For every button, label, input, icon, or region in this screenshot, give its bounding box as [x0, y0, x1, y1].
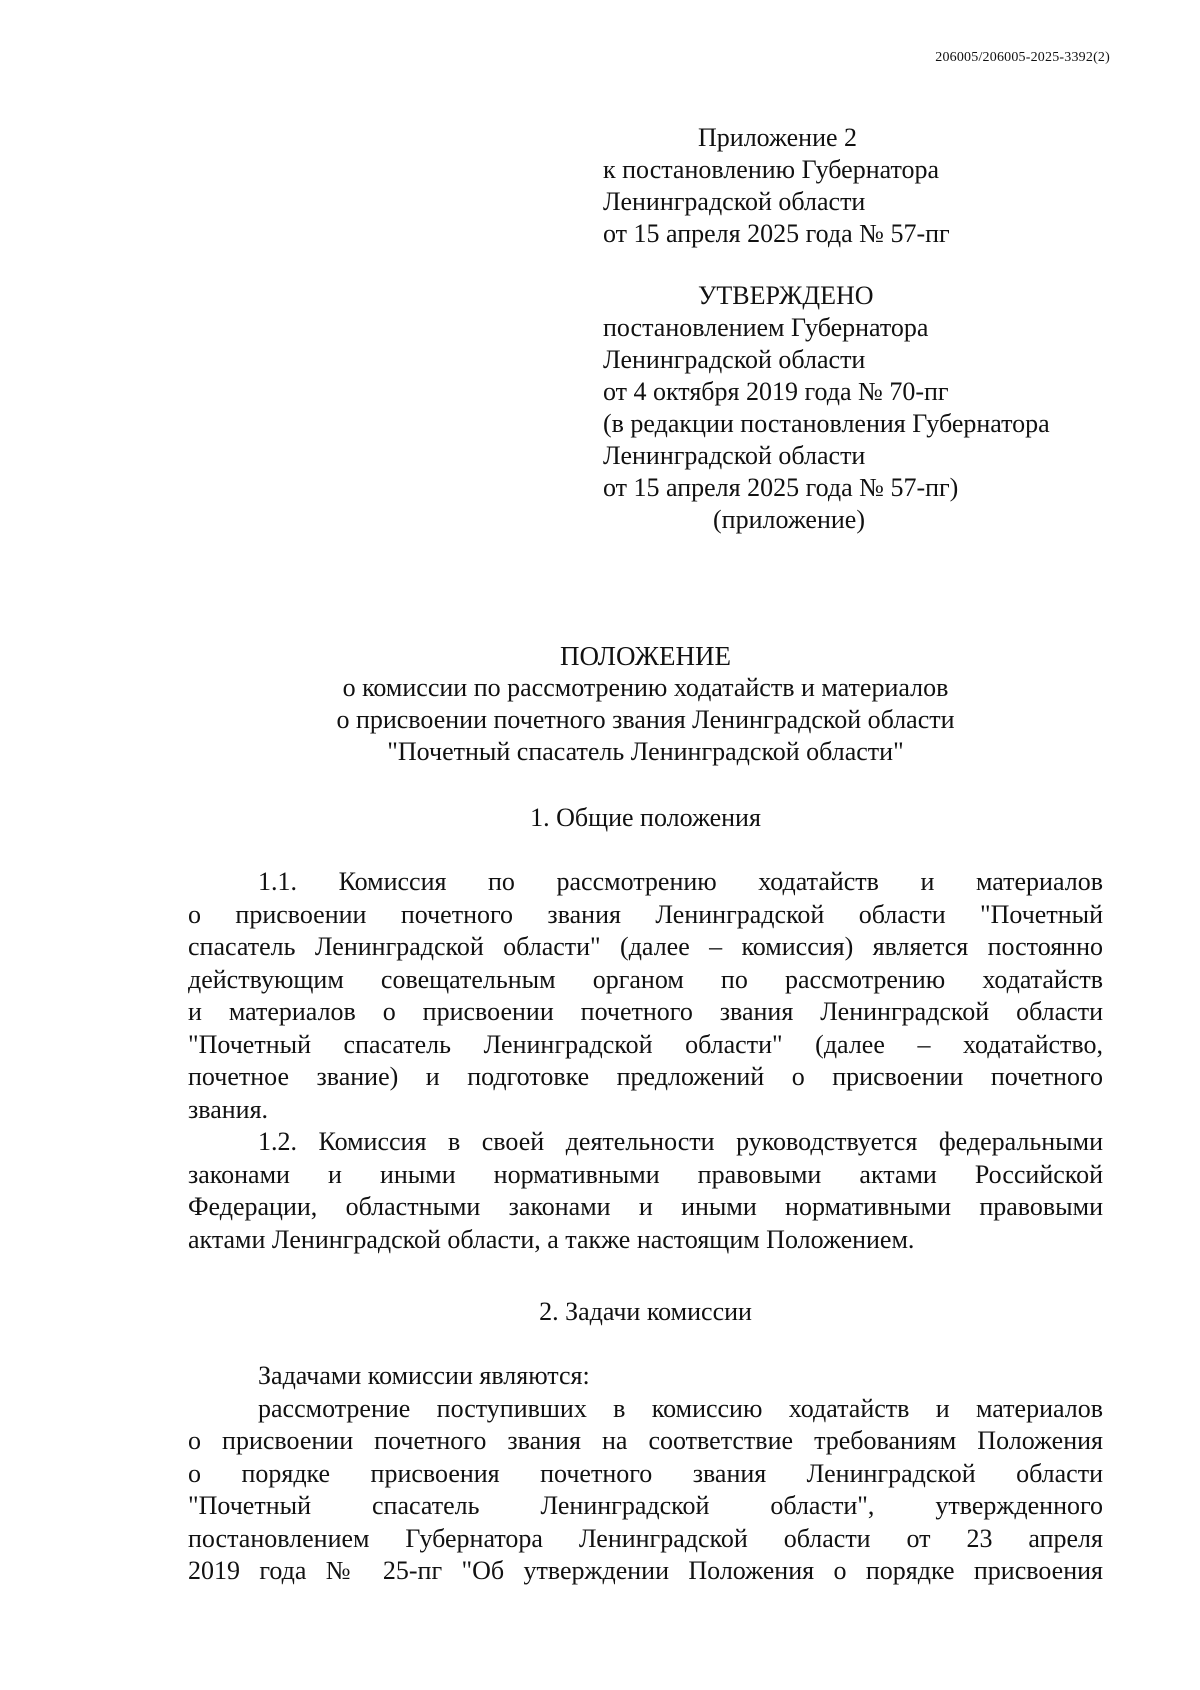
text-line: постановлением Губернатора Ленинградской области от 23 апреля — [188, 1523, 1103, 1553]
text-line: "Почетный спасатель Ленинградской области" (далее – ходатайство, — [188, 1029, 1103, 1059]
text-line: о присвоении почетного звания на соответствие требованиям Положения — [188, 1426, 1103, 1455]
appendix-title: Приложение 2 — [698, 123, 858, 152]
text-line: "Почетный спасатель Ленинградской области", утвержденного — [188, 1491, 1103, 1520]
approved-line: Ленинградской области — [603, 345, 866, 374]
section-2-heading: 2. Задачи комиссии — [539, 1297, 752, 1326]
text-line: 1.2. Комиссия в своей деятельности руководствуется федеральными — [258, 1127, 1103, 1156]
text-line: почетное звание) и подготовке предложений о присвоении почетного — [188, 1062, 1103, 1091]
text-line: о порядке присвоения почетного звания Ленинградской области — [188, 1458, 1103, 1488]
text-line: актами Ленинградской области, а также настоящим Положением. — [188, 1224, 915, 1254]
document-title-block — [188, 640, 1103, 768]
document-registration-number: 206005/206005-2025-3392(2) — [935, 50, 1110, 65]
text-line: рассмотрение поступивших в комиссию ходатайств и материалов — [258, 1393, 1103, 1423]
text-line: и материалов о присвоении почетного звания Ленинградской области — [188, 997, 1103, 1026]
approved-heading: УТВЕРЖДЕНО — [698, 281, 874, 310]
text-line: спасатель Ленинградской области" (далее – комиссия) является постоянно — [188, 932, 1103, 961]
appendix-date-line: от 15 апреля 2025 года № 57-пг — [603, 219, 950, 248]
section-2-intro — [188, 1360, 1103, 1393]
paragraph-2-1 — [188, 1393, 1103, 1588]
appendix-reference-block — [603, 122, 1123, 250]
approved-line: (в редакции постановления Губернатора — [603, 409, 1050, 438]
appendix-line: к постановлению Губернатора — [603, 155, 940, 184]
text-line: Федерации, областными законами и иными нормативными правовыми — [188, 1192, 1103, 1221]
approved-appendix-note: (приложение) — [713, 505, 866, 534]
text-line: 2019 года № 25-пг "Об утверждении Положения о порядке присвоения — [188, 1556, 1103, 1585]
document-subtitle-line: о комиссии по рассмотрению ходатайств и материалов — [342, 673, 949, 702]
approval-stamp-block — [603, 280, 1123, 536]
text-line: действующим совещательным органом по рассмотрению ходатайств — [188, 964, 1103, 994]
approved-line: от 15 апреля 2025 года № 57-пг) — [603, 473, 959, 502]
approved-line: Ленинградской области — [603, 441, 866, 470]
approved-line: постановлением Губернатора — [603, 313, 929, 342]
text-line: о присвоении почетного звания Ленинградской области "Почетный — [188, 899, 1103, 929]
paragraph-1-2 — [188, 1126, 1103, 1256]
text-line: 1.1. Комиссия по рассмотрению ходатайств и материалов — [258, 867, 1103, 896]
text-line: законами и иными нормативными правовыми актами Российской — [188, 1159, 1103, 1189]
appendix-line: Ленинградской области — [603, 187, 866, 216]
document-title: ПОЛОЖЕНИЕ — [560, 641, 731, 671]
text-line: звания. — [188, 1094, 269, 1124]
paragraph-1-1 — [188, 866, 1103, 1126]
document-subtitle-line: "Почетный спасатель Ленинградской области" — [387, 737, 904, 766]
section-1-body — [188, 866, 1103, 1256]
section-1-heading: 1. Общие положения — [530, 803, 761, 832]
approved-line: от 4 октября 2019 года № 70-пг — [603, 377, 949, 406]
text-line: Задачами комиссии являются: — [258, 1361, 590, 1390]
document-subtitle-line: о присвоении почетного звания Ленинградской области — [336, 705, 955, 734]
section-2-body — [188, 1360, 1103, 1588]
